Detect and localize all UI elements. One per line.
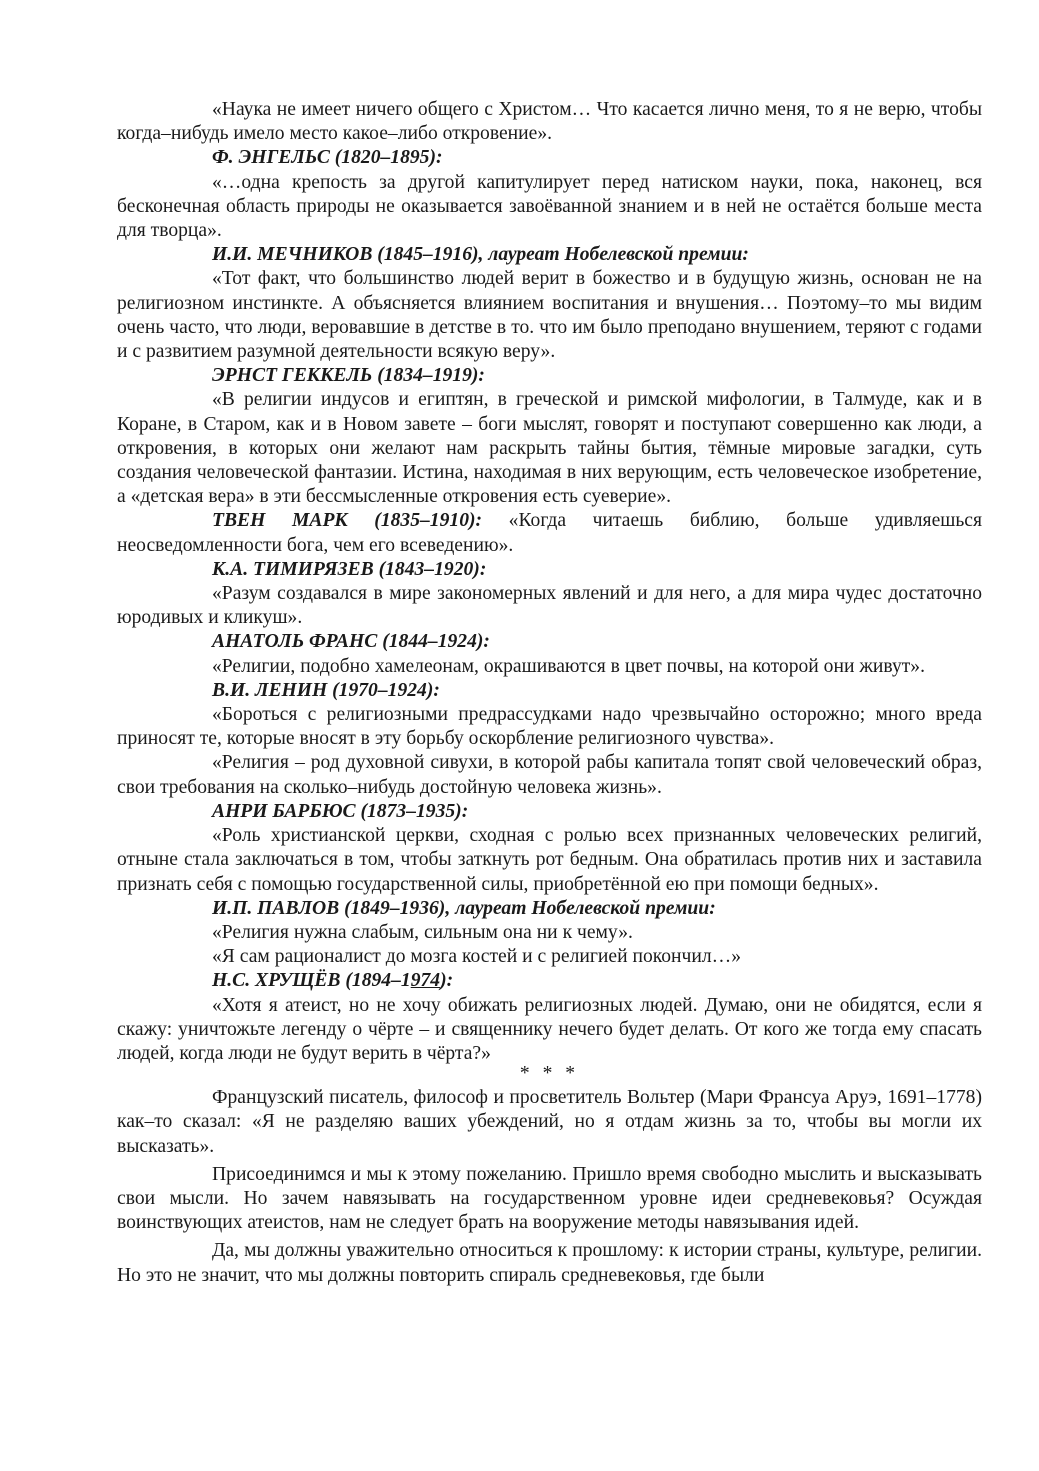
author-heading: ТВЕН МАРК (1835–1910):	[212, 510, 483, 532]
quote-paragraph: «Разум создавался в мире закономерных явлений и для него, а для мира чудес достаточно юродивых и кликуш».	[117, 583, 982, 629]
quote-text: «Когда читаешь библию, больше удивляешься неосведомленности бога, чем его всеведению».	[117, 510, 982, 556]
quote-paragraph: «Роль христианской церкви, сходная с ролью всех признанных человеческих религий, отныне стала заключаться в том, чтобы заткнуть рот бедным. Она обратилась против них и заставила признать себя с помощью государственной силы, приобретённой ею при помощи бедных».	[117, 825, 982, 895]
body-paragraph: Французский писатель, философ и просветитель Вольтер (Мари Франсуа Аруэ, 1691–1778) как–то сказал: «Я не разделяю ваших убеждений, но я отдам жизнь за то, чтобы вы могли их высказать».	[117, 1087, 982, 1157]
author-heading: К.А. ТИМИРЯЗЕВ (1843–1920):	[212, 558, 487, 580]
body-paragraph: Да, мы должны уважительно относиться к прошлому: к истории страны, культуре, религии. Но это не значит, что мы должны повторить спираль средневековья, где были	[117, 1240, 982, 1286]
quote-paragraph: «Наука не имеет ничего общего с Христом… Что касается лично меня, то я не верю, чтобы когда–нибудь имело место какое–либо откровение».	[117, 99, 982, 145]
author-heading: И.И. МЕЧНИКОВ (1845–1916), лауреат Нобелевской премии:	[212, 244, 749, 266]
author-heading-part: ):	[440, 970, 454, 992]
author-heading: Ф. ЭНГЕЛЬС (1820–1895):	[212, 147, 443, 169]
quote-paragraph: «Хотя я атеист, но не хочу обижать религиозных людей. Думаю, они не обидятся, если я скажу: уничтожьте легенду о чёрте – и священнику нечего будет делать. От кого же тогда ему спасать людей, когда люди не будут верить в чёрта?»	[117, 994, 982, 1064]
author-heading: АНАТОЛЬ ФРАНС (1844–1924):	[212, 631, 490, 653]
quote-paragraph: «Я сам рационалист до мозга костей и с религией покончил…»	[212, 946, 742, 968]
document-page	[117, 98, 982, 1288]
quote-paragraph: «…одна крепость за другой капитулирует перед натиском науки, пока, наконец, вся бесконечная область природы не оказывается завоёванной знанием и в ней не остаётся больше места для творца».	[117, 171, 982, 242]
quote-paragraph: «Религии, подобно хамелеонам, окрашиваются в цвет почвы, на которой они живут».	[212, 655, 925, 677]
author-heading	[117, 969, 982, 993]
author-heading: И.П. ПАВЛОВ (1849–1936), лауреат Нобелевской премии:	[212, 897, 716, 919]
section-separator: * * *	[519, 1063, 580, 1085]
author-heading: АНРИ БАРБЮС (1873–1935):	[212, 800, 469, 822]
underlined-year: 974	[410, 970, 441, 992]
quote-paragraph: «Религия – род духовной сивухи, в которой рабы капитала топят свой человеческий образ, свои требования на сколько–нибудь достойную человека жизнь».	[117, 752, 982, 798]
inline-quote-paragraph	[117, 509, 982, 557]
quote-paragraph: «Религия нужна слабым, сильным она ни к чему».	[212, 921, 633, 943]
author-heading-part: Н.С. ХРУЩЁВ (1894–1	[212, 970, 411, 992]
body-paragraph: Присоединимся и мы к этому пожеланию. Пришло время свободно мыслить и высказывать свои мысли. Но зачем навязывать на государственном уровне идеи средневековья? Осуждая воинствующих атеистов, нам не следует брать на вооружение методы навязывания идей.	[117, 1163, 982, 1234]
quote-paragraph: «Тот факт, что большинство людей верит в божество и в будущую жизнь, основан не на религиозном инстинкте. А объясняется влиянием воспитания и внушения… Поэтому–то мы видим очень часто, что люди, веровавшие в детстве в то. что им было преподано внушением, теряют с годами и с развитием разумной деятельности всякую веру».	[117, 268, 982, 363]
quote-paragraph: «В религии индусов и египтян, в греческой и римской мифологии, в Талмуде, как и в Коране, в Старом, как и в Новом завете – боги мыслят, говорят и поступают совершенно как люди, а откровения, в которых они желают нам раскрыть тайны бытия, тёмные мировые загадки, суть создания человеческой фантазии. Истина, находимая в них верующим, есть человеческое изобретение, а «детская вера» в эти бессмысленные откровения есть суеверие».	[117, 389, 982, 508]
quote-paragraph: «Бороться с религиозными предрассудками надо чрезвычайно осторожно; много вреда приносят те, которые вносят в эту борьбу оскорбление религиозного чувства».	[117, 704, 982, 750]
author-heading: В.И. ЛЕНИН (1970–1924):	[212, 679, 440, 701]
author-heading: ЭРНСТ ГЕККЕЛЬ (1834–1919):	[212, 365, 485, 387]
